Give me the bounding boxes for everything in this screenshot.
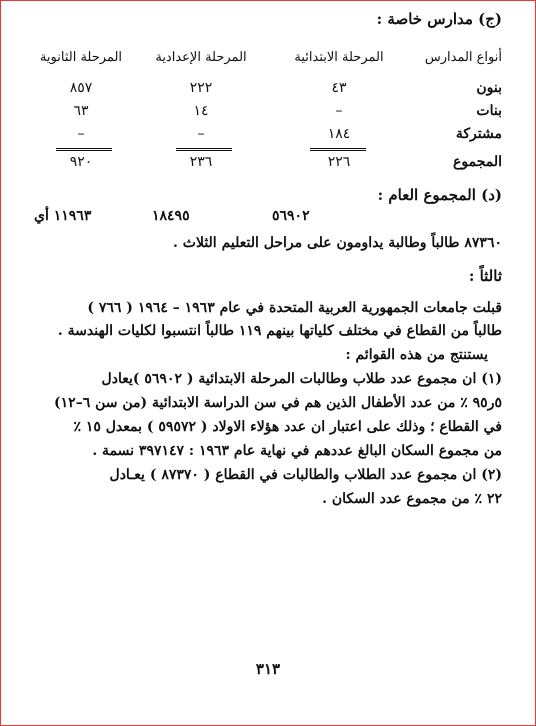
total-rule-secondary	[56, 148, 112, 151]
cell-mixed-prep: –	[197, 126, 205, 142]
cell-boys-prep: ٢٢٢	[189, 80, 213, 96]
total-rule-prep	[176, 148, 232, 151]
cell-girls-secondary: ٦٣	[73, 103, 89, 119]
total-rule-primary	[310, 148, 366, 151]
page-number: ٣١٣	[255, 660, 281, 678]
column-header-primary: المرحلة الابتدائية	[294, 50, 384, 65]
section-c-heading: (ج) مدارس خاصة :	[376, 10, 502, 28]
paragraph-line-7: من مجموع السكان البالغ عددهم في نهاية عام ١٩٦٣ : ٣٩٧١٤٧ نسمة .	[92, 443, 502, 459]
grand-total-prep: ١٨٤٩٥	[152, 208, 190, 224]
column-header-prep: المرحلة الإعدادية	[155, 50, 247, 65]
paragraph-line-9: ٢٢ ٪ من مجموع عدد السكان .	[322, 491, 502, 507]
column-header-secondary: المرحلة الثانوية	[39, 50, 123, 65]
section-3-heading: ثالثاً :	[468, 267, 502, 285]
cell-boys-primary: ٤٣	[331, 80, 347, 96]
paragraph-line-4: (١) ان مجموع عدد طلاب وطالبات المرحلة الابتدائية ( ٥٦٩٠٢ )يعادل	[101, 371, 502, 387]
paragraph-line-1: قبلت جامعات الجمهورية العربية المتحدة في عام ١٩٦٣ – ١٩٦٤ ( ٧٦٦ )	[87, 300, 502, 316]
cell-girls-primary: –	[335, 103, 343, 119]
grand-total-primary: ٥٦٩٠٢	[272, 208, 310, 224]
row-label-boys: بنون	[476, 80, 502, 96]
paragraph-line-6: في القطاع ؛ وذلك على اعتبار ان عدد هؤلاء الاولاد ( ٥٩٥٧٢ ) بمعدل ١٥ ٪	[73, 419, 502, 435]
paragraph-line-8: (٢) ان مجموع عدد الطلاب والطالبات في القطاع ( ٨٧٣٧٠ ) يعـادل	[109, 467, 502, 483]
paragraph-line-5: ٥ر٩٥ ٪ من عدد الأطفال الذين هم في سن الدراسة الابتدائية (من سن ٦–١٢)	[54, 395, 502, 411]
paragraph-line-2: طالباً من القطاع في مختلف كلياتها بينهم ١١٩ طالباً انتسبوا لكليات الهندسة .	[57, 323, 502, 339]
cell-total-primary: ٢٢٦	[327, 154, 351, 170]
cell-total-secondary: ٩٢٠	[69, 154, 93, 170]
cell-boys-secondary: ٨٥٧	[69, 80, 93, 96]
section-d-heading: (د) المجموع العام :	[377, 186, 502, 204]
row-label-girls: بنات	[476, 103, 502, 119]
document-page	[34, 0, 502, 726]
row-label-total: المجموع	[453, 154, 502, 170]
cell-total-prep: ٢٣٦	[189, 154, 213, 170]
cell-mixed-primary: ١٨٤	[327, 126, 351, 142]
column-header-school-type: أنواع المدارس	[424, 50, 502, 65]
cell-mixed-secondary: –	[77, 126, 85, 142]
paragraph-line-3: يستنتج من هذه القوائم :	[345, 347, 488, 363]
cell-girls-prep: ١٤	[193, 103, 209, 119]
row-label-mixed: مشتركة	[455, 126, 502, 142]
grand-total-secondary: ١١٩٦٣ أي	[34, 208, 92, 224]
grand-total-sentence: ٨٧٣٦٠ طالباً وطالبة يداومون على مراحل التعليم الثلاث .	[173, 235, 502, 251]
